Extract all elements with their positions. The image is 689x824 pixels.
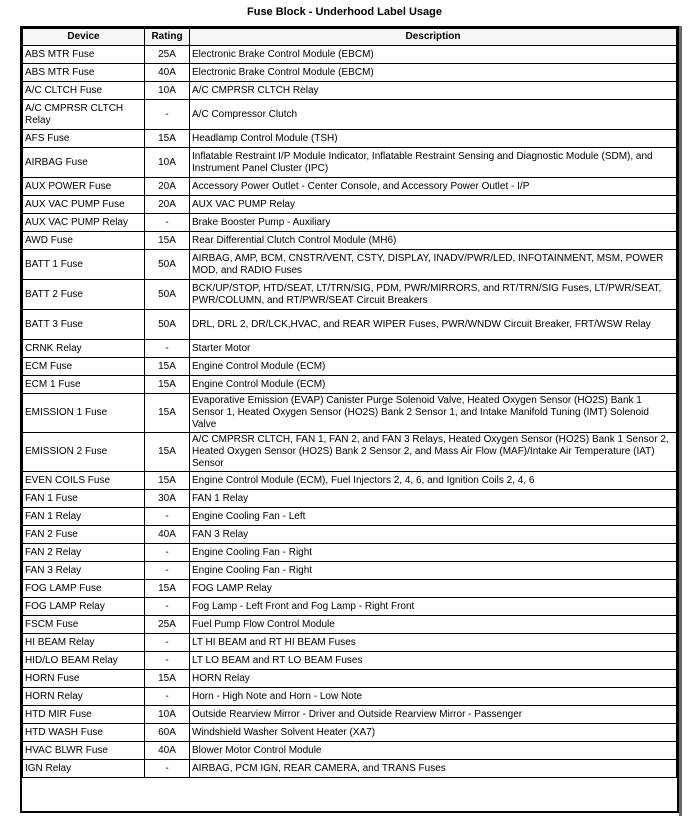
rating-cell: 60A — [145, 724, 190, 742]
rating-cell: 30A — [145, 490, 190, 508]
fuse-table — [22, 28, 677, 778]
rating-cell: - — [145, 598, 190, 616]
description-cell: Starter Motor — [190, 340, 677, 358]
description-cell: Fog Lamp - Left Front and Fog Lamp - Right Front — [190, 598, 677, 616]
description-cell: FAN 3 Relay — [190, 526, 677, 544]
device-cell: AWD Fuse — [23, 232, 145, 250]
device-cell: A/C CMPRSR CLTCH Relay — [23, 100, 145, 130]
description-cell: Engine Control Module (ECM), Fuel Injectors 2, 4, 6, and Ignition Coils 2, 4, 6 — [190, 472, 677, 490]
table-row — [23, 490, 677, 508]
device-cell: FOG LAMP Fuse — [23, 580, 145, 598]
rating-cell: 15A — [145, 580, 190, 598]
device-cell: HORN Fuse — [23, 670, 145, 688]
table-row — [23, 214, 677, 232]
device-cell: ECM 1 Fuse — [23, 376, 145, 394]
table-row — [23, 598, 677, 616]
table-row — [23, 64, 677, 82]
device-cell: EMISSION 1 Fuse — [23, 394, 145, 433]
table-row — [23, 130, 677, 148]
table-row — [23, 742, 677, 760]
description-cell: Headlamp Control Module (TSH) — [190, 130, 677, 148]
table-row — [23, 616, 677, 634]
device-cell: A/C CLTCH Fuse — [23, 82, 145, 100]
table-row — [23, 280, 677, 310]
description-cell: Fuel Pump Flow Control Module — [190, 616, 677, 634]
device-cell: ABS MTR Fuse — [23, 64, 145, 82]
device-cell: FAN 2 Relay — [23, 544, 145, 562]
description-cell: BCK/UP/STOP, HTD/SEAT, LT/TRN/SIG, PDM, PWR/MIRRORS, and RT/TRN/SIG Fuses, LT/PWR/SEAT, PWR/COLUMN, and RT/PWR/SEAT Circuit Breakers — [190, 280, 677, 310]
description-cell: Engine Control Module (ECM) — [190, 358, 677, 376]
rating-cell: 10A — [145, 706, 190, 724]
rating-cell: 10A — [145, 82, 190, 100]
device-cell: BATT 1 Fuse — [23, 250, 145, 280]
rating-cell: - — [145, 508, 190, 526]
rating-cell: 15A — [145, 376, 190, 394]
table-row — [23, 148, 677, 178]
device-cell: HTD MIR Fuse — [23, 706, 145, 724]
table-row — [23, 562, 677, 580]
device-cell: AUX VAC PUMP Relay — [23, 214, 145, 232]
table-row — [23, 82, 677, 100]
rating-cell: 20A — [145, 196, 190, 214]
table-row — [23, 100, 677, 130]
device-cell: FOG LAMP Relay — [23, 598, 145, 616]
description-cell: Electronic Brake Control Module (EBCM) — [190, 64, 677, 82]
description-cell: Engine Cooling Fan - Right — [190, 544, 677, 562]
rating-cell: 15A — [145, 472, 190, 490]
device-cell: BATT 2 Fuse — [23, 280, 145, 310]
column-header-description: Description — [190, 29, 677, 46]
description-cell: FOG LAMP Relay — [190, 580, 677, 598]
table-header-row — [23, 29, 677, 46]
description-cell: Blower Motor Control Module — [190, 742, 677, 760]
description-cell: Engine Cooling Fan - Right — [190, 562, 677, 580]
description-cell: Windshield Washer Solvent Heater (XA7) — [190, 724, 677, 742]
description-cell: A/C Compressor Clutch — [190, 100, 677, 130]
table-row — [23, 688, 677, 706]
rating-cell: - — [145, 760, 190, 778]
rating-cell: - — [145, 562, 190, 580]
description-cell: LT LO BEAM and RT LO BEAM Fuses — [190, 652, 677, 670]
description-cell: DRL, DRL 2, DR/LCK,HVAC, and REAR WIPER Fuses, PWR/WNDW Circuit Breaker, FRT/WSW Relay — [190, 310, 677, 340]
device-cell: HVAC BLWR Fuse — [23, 742, 145, 760]
table-shadow — [679, 26, 682, 816]
rating-cell: - — [145, 688, 190, 706]
rating-cell: - — [145, 214, 190, 232]
device-cell: HID/LO BEAM Relay — [23, 652, 145, 670]
device-cell: AIRBAG Fuse — [23, 148, 145, 178]
description-cell: A/C CMPRSR CLTCH, FAN 1, FAN 2, and FAN 3 Relays, Heated Oxygen Sensor (HO2S) Bank 1 Sensor 2, Heated Oxygen Sensor (HO2S) Bank 2 Sensor 2, and Mass Air Flow (MAF)/Intake Air Temperature (IAT) Sensor — [190, 433, 677, 472]
table-row — [23, 652, 677, 670]
page-title: Fuse Block - Underhood Label Usage — [247, 6, 442, 18]
rating-cell: - — [145, 652, 190, 670]
rating-cell: - — [145, 100, 190, 130]
device-cell: AFS Fuse — [23, 130, 145, 148]
table-row — [23, 358, 677, 376]
table-row — [23, 670, 677, 688]
table-row — [23, 580, 677, 598]
table-row — [23, 760, 677, 778]
table-row — [23, 178, 677, 196]
rating-cell: 40A — [145, 64, 190, 82]
device-cell: ABS MTR Fuse — [23, 46, 145, 64]
description-cell: Rear Differential Clutch Control Module (MH6) — [190, 232, 677, 250]
table-row — [23, 433, 677, 472]
rating-cell: 20A — [145, 178, 190, 196]
description-cell: Electronic Brake Control Module (EBCM) — [190, 46, 677, 64]
rating-cell: - — [145, 634, 190, 652]
description-cell: FAN 1 Relay — [190, 490, 677, 508]
description-cell: AUX VAC PUMP Relay — [190, 196, 677, 214]
rating-cell: 40A — [145, 742, 190, 760]
table-row — [23, 472, 677, 490]
rating-cell: 10A — [145, 148, 190, 178]
description-cell: Engine Cooling Fan - Left — [190, 508, 677, 526]
description-cell: LT HI BEAM and RT HI BEAM Fuses — [190, 634, 677, 652]
device-cell: FAN 1 Fuse — [23, 490, 145, 508]
rating-cell: 40A — [145, 526, 190, 544]
description-cell: Evaporative Emission (EVAP) Canister Purge Solenoid Valve, Heated Oxygen Sensor (HO2S) Bank 1 Sensor 1, Heated Oxygen Sensor (HO2S) Bank 2 Sensor 1, and Intake Manifold Tuning (IMT) Solenoid Valve — [190, 394, 677, 433]
description-cell: A/C CMPRSR CLTCH Relay — [190, 82, 677, 100]
table-row — [23, 250, 677, 280]
rating-cell: 50A — [145, 250, 190, 280]
table-row — [23, 196, 677, 214]
table-row — [23, 706, 677, 724]
rating-cell: 50A — [145, 280, 190, 310]
description-cell: Inflatable Restraint I/P Module Indicator, Inflatable Restraint Sensing and Diagnostic Module (SDM), and Instrument Panel Cluster (IPC) — [190, 148, 677, 178]
device-cell: IGN Relay — [23, 760, 145, 778]
table-row — [23, 310, 677, 340]
device-cell: ECM Fuse — [23, 358, 145, 376]
rating-cell: - — [145, 340, 190, 358]
table-row — [23, 232, 677, 250]
rating-cell: 50A — [145, 310, 190, 340]
description-cell: Engine Control Module (ECM) — [190, 376, 677, 394]
rating-cell: 15A — [145, 358, 190, 376]
device-cell: HORN Relay — [23, 688, 145, 706]
device-cell: BATT 3 Fuse — [23, 310, 145, 340]
rating-cell: 15A — [145, 394, 190, 433]
table-row — [23, 634, 677, 652]
rating-cell: 25A — [145, 616, 190, 634]
description-cell: HORN Relay — [190, 670, 677, 688]
rating-cell: 15A — [145, 433, 190, 472]
description-cell: Accessory Power Outlet - Center Console, and Accessory Power Outlet - I/P — [190, 178, 677, 196]
description-cell: AIRBAG, PCM IGN, REAR CAMERA, and TRANS Fuses — [190, 760, 677, 778]
description-cell: Outside Rearview Mirror - Driver and Outside Rearview Mirror - Passenger — [190, 706, 677, 724]
column-header-device: Device — [23, 29, 145, 46]
rating-cell: - — [145, 544, 190, 562]
table-row — [23, 394, 677, 433]
table-row — [23, 376, 677, 394]
column-header-rating: Rating — [145, 29, 190, 46]
device-cell: FAN 1 Relay — [23, 508, 145, 526]
table-row — [23, 724, 677, 742]
device-cell: FSCM Fuse — [23, 616, 145, 634]
rating-cell: 15A — [145, 670, 190, 688]
device-cell: HTD WASH Fuse — [23, 724, 145, 742]
table-row — [23, 526, 677, 544]
rating-cell: 15A — [145, 232, 190, 250]
description-cell: Horn - High Note and Horn - Low Note — [190, 688, 677, 706]
table-row — [23, 46, 677, 64]
rating-cell: 15A — [145, 130, 190, 148]
device-cell: EMISSION 2 Fuse — [23, 433, 145, 472]
device-cell: HI BEAM Relay — [23, 634, 145, 652]
device-cell: FAN 3 Relay — [23, 562, 145, 580]
device-cell: AUX VAC PUMP Fuse — [23, 196, 145, 214]
device-cell: EVEN COILS Fuse — [23, 472, 145, 490]
device-cell: CRNK Relay — [23, 340, 145, 358]
device-cell: FAN 2 Fuse — [23, 526, 145, 544]
device-cell: AUX POWER Fuse — [23, 178, 145, 196]
rating-cell: 25A — [145, 46, 190, 64]
table-row — [23, 508, 677, 526]
table-row — [23, 544, 677, 562]
description-cell: Brake Booster Pump - Auxiliary — [190, 214, 677, 232]
table-row — [23, 340, 677, 358]
description-cell: AIRBAG, AMP, BCM, CNSTR/VENT, CSTY, DISPLAY, INADV/PWR/LED, INFOTAINMENT, MSM, POWER MOD, and RADIO Fuses — [190, 250, 677, 280]
